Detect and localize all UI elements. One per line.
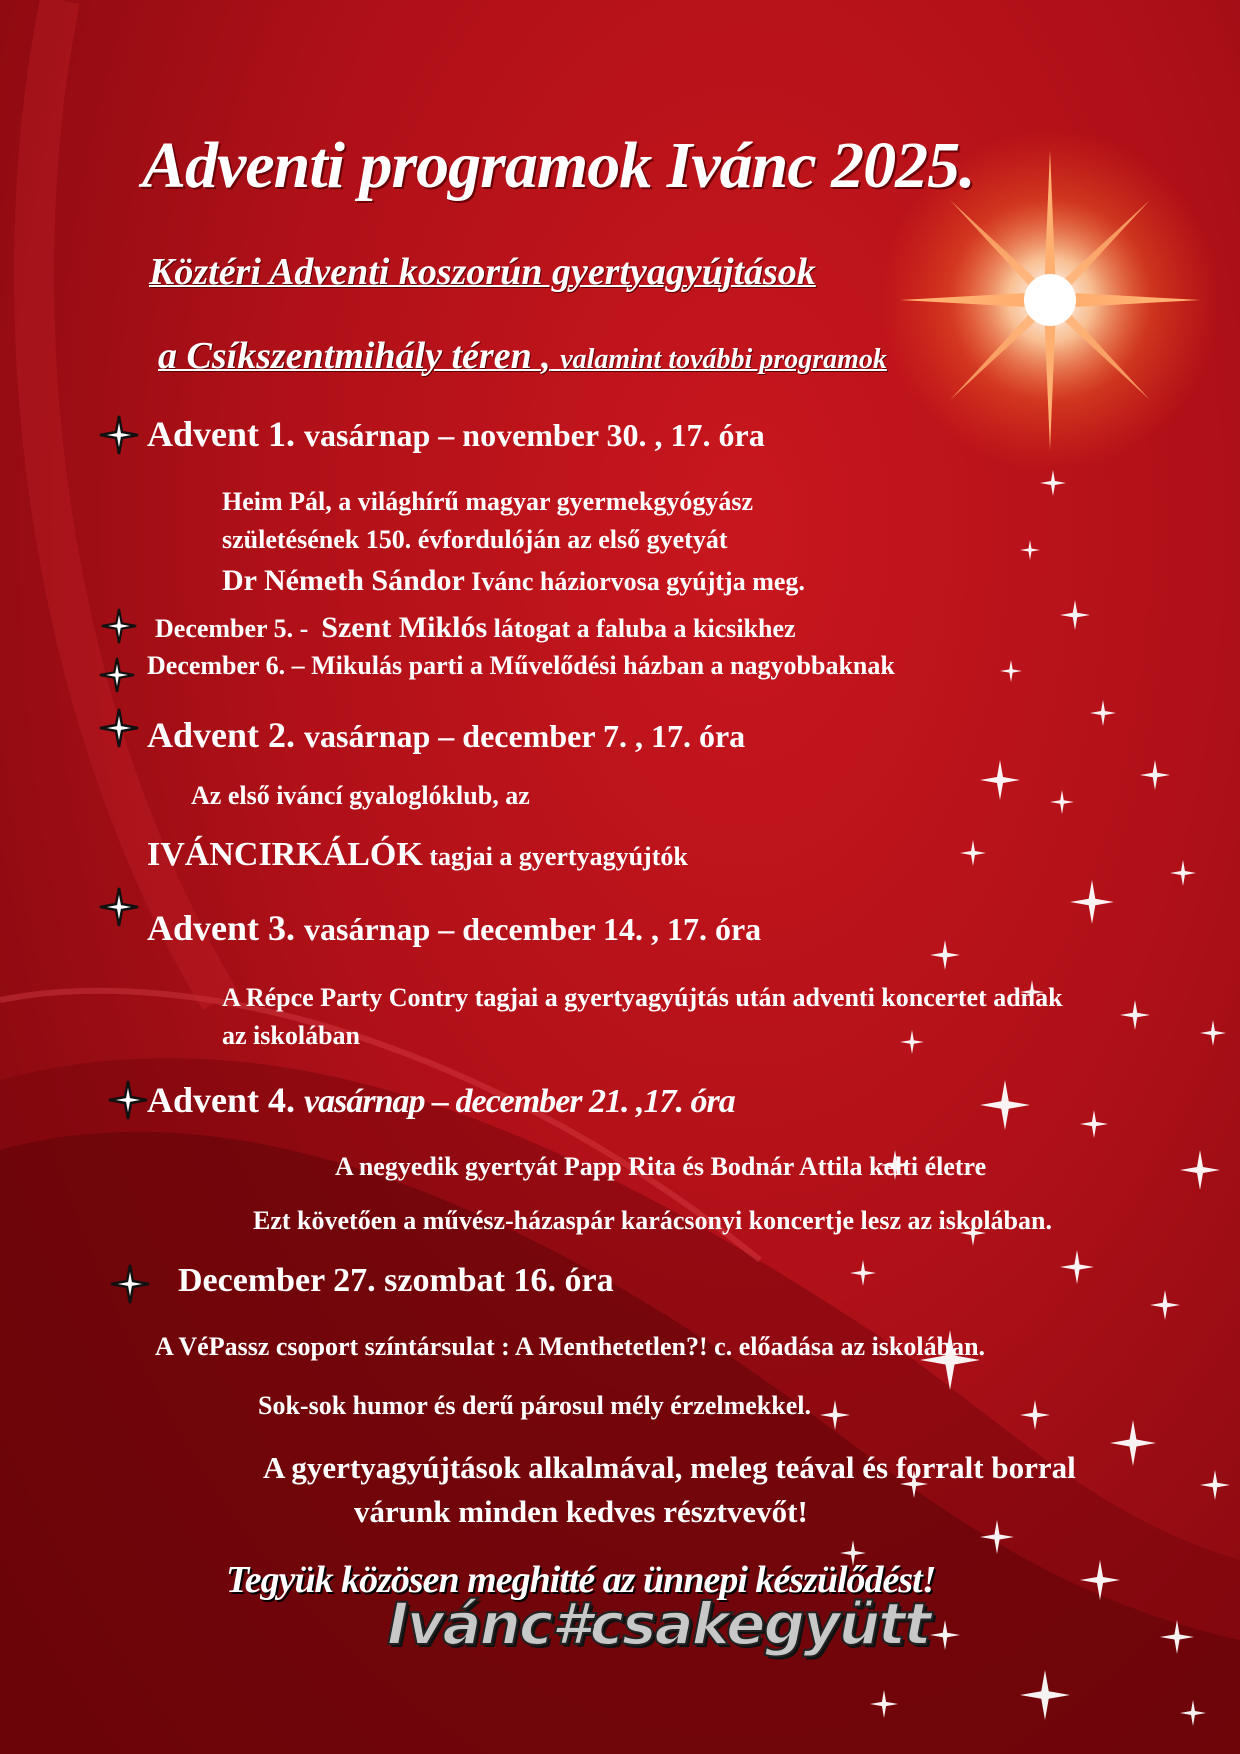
sparkle-bullet-icon xyxy=(99,657,139,697)
advent2-desc2-name: IVÁNCIRKÁLÓK xyxy=(147,836,423,873)
subtitle-line1: Köztéri Adventi koszorún gyertyagyújtások xyxy=(149,251,816,293)
dec5-rest: látogat a faluba a kicsikhez xyxy=(493,614,796,643)
advent3-desc2: az iskolában xyxy=(222,1021,360,1050)
dec6-line: December 6. – Mikulás parti a Művelődési házban a nagyobbaknak xyxy=(147,651,895,680)
advent3-heading xyxy=(147,907,761,949)
advent4-heading xyxy=(147,1079,735,1121)
subtitle-line2 xyxy=(158,334,887,378)
advent1-heading xyxy=(147,413,765,455)
advent4-rest: vasárnap – december 21. ,17. óra xyxy=(304,1083,735,1120)
dec5-line xyxy=(155,611,796,645)
dec5-name: Szent Miklós xyxy=(321,611,488,644)
advent2-desc2-rest: tagjai a gyertyagyújtók xyxy=(429,842,688,871)
advent4-head: Advent 4. xyxy=(147,1080,296,1120)
advent2-desc2 xyxy=(147,836,688,874)
advent1-desc3 xyxy=(222,564,805,598)
sparkle-bullet-icon xyxy=(99,415,139,455)
advent2-heading xyxy=(147,714,745,756)
advent3-desc1: A Répce Party Contry tagjai a gyertyagyújtás után adventi koncertet adnak xyxy=(222,983,1063,1012)
sparkle-bullet-icon xyxy=(99,708,139,748)
advent1-desc1: Heim Pál, a világhírű magyar gyermekgyógyász xyxy=(222,487,754,516)
advent1-desc3-name: Dr Németh Sándor xyxy=(222,564,465,597)
subtitle-line2-a: a Csíkszentmihály téren , xyxy=(158,335,551,377)
closing-line1: A gyertyagyújtások alkalmával, meleg teával és forralt borral xyxy=(263,1450,1076,1485)
dec27-desc1: A VéPassz csoport színtársulat : A Menthetetlen?! c. előadása az iskolában. xyxy=(155,1332,986,1361)
closing-line2: várunk minden kedves résztvevőt! xyxy=(354,1494,808,1529)
advent2-desc1: Az első iváncí gyaloglóklub, az xyxy=(191,781,530,810)
subtitle-line2-b: valamint további programok xyxy=(560,344,887,375)
sparkle-bullet-icon xyxy=(110,1264,150,1304)
advent2-head: Advent 2. xyxy=(147,715,296,755)
advent1-desc3-rest: Ivánc háziorvosa gyújtja meg. xyxy=(471,567,805,596)
dec27-desc2: Sok-sok humor és derű párosul mély érzelmekkel. xyxy=(258,1391,811,1420)
sparkle-bullet-icon xyxy=(101,608,141,648)
sparkle-bullet-icon xyxy=(99,887,139,927)
closing-slogan: Tegyük közösen meghitté az ünnepi készülődést! xyxy=(226,1559,936,1601)
advent3-head: Advent 3. xyxy=(147,908,296,948)
advent4-desc1: A negyedik gyertyát Papp Rita és Bodnár Attila kelti életre xyxy=(335,1152,987,1181)
advent1-desc2: születésének 150. évfordulóján az első gyetyát xyxy=(222,525,728,554)
sparkle-bullet-icon xyxy=(108,1080,148,1120)
hashtag-logo: Ivánc#csakegyütt xyxy=(387,1590,930,1658)
dec5-date: December 5. - xyxy=(155,614,309,643)
page-title: Adventi programok Ivánc 2025. xyxy=(142,129,975,202)
advent1-head: Advent 1. xyxy=(147,414,296,454)
advent1-rest: vasárnap – november 30. , 17. óra xyxy=(304,417,765,453)
advent4-desc2: Ezt követően a művész-házaspár karácsonyi koncertje lesz az iskolában. xyxy=(253,1206,1052,1235)
advent3-rest: vasárnap – december 14. , 17. óra xyxy=(304,911,762,947)
dec27-heading: December 27. szombat 16. óra xyxy=(178,1262,614,1299)
advent2-rest: vasárnap – december 7. , 17. óra xyxy=(304,718,746,754)
